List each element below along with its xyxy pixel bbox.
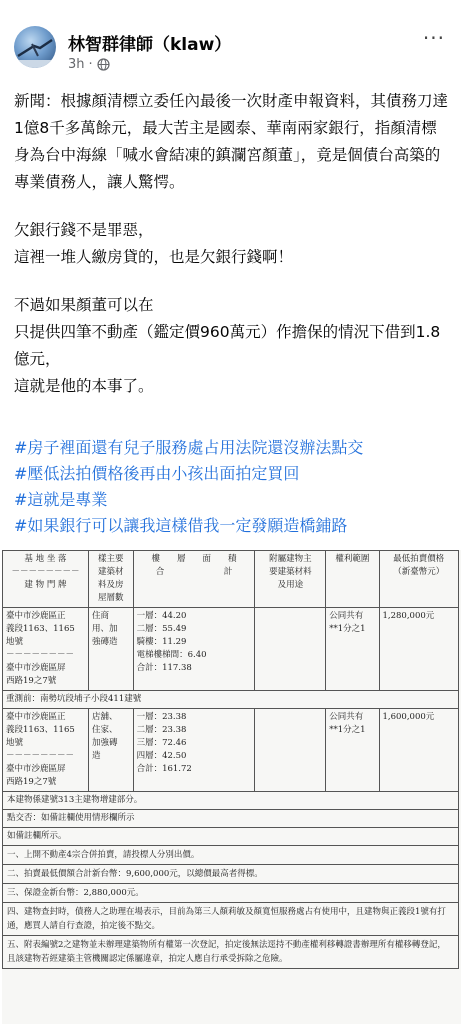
separator-dot: · <box>88 57 93 72</box>
hashtag-list <box>14 435 454 539</box>
cell-floor-area: 一層：44.20 二層：55.49 騎樓：11.29 電梯樓梯間：6.40 合計：117.38 <box>133 608 255 691</box>
col-header-material: 樣主要 建築材 料及房 屋層數 <box>88 551 133 608</box>
col-header-location: 基 地 坐 落 －－－－－－－－ 建 物 門 牌 <box>3 551 89 608</box>
cell-floor-area: 一層：23.38 二層：23.38 三層：72.46 四層：42.50 合計：161.72 <box>133 709 255 792</box>
cell-material: 住商 用、加 強磚造 <box>88 608 133 691</box>
col-header-attached: 附屬建物主 要建築材料 及用途 <box>255 551 326 608</box>
avatar[interactable] <box>14 26 56 68</box>
auction-condition: 四、建物查封時，債務人之助理在場表示，目前為第三人顏莉敏及顏寬恒服務處占有使用中，且建物與正義段1號有打通，應買人請自行查證，拍定後不點交。 <box>2 903 459 936</box>
cell-rights: 公同共有 **1分之1 <box>326 709 379 792</box>
col-header-min-price: 最低拍賣價格 （新臺幣元） <box>379 551 459 608</box>
post-body <box>14 88 452 421</box>
cell-min-price: 1,600,000元 <box>379 709 459 792</box>
post-time[interactable]: 3h <box>68 57 85 72</box>
table-row <box>3 608 459 691</box>
cell-location: 臺中市沙鹿區正 義段1163、1165 地號 －－－－－－－－ 臺中市沙鹿區屏 西路19之7號 <box>3 709 89 792</box>
post-paragraph-news: 新聞：根據顏清標立委任內最後一次財產申報資料，其債務刀達1億8千多萬餘元，最大苦主是國泰、華南兩家銀行，指顏清標身為台中海線「喊水會結凍的鎮瀾宮顏董」，竟是個債台高築的專業債務人，讓人驚愕。 <box>14 92 449 191</box>
post-paragraph-debt: 欠銀行錢不是罪惡， 這裡一堆人繳房貸的，也是欠銀行錢啊！ <box>14 221 294 266</box>
table-row <box>3 709 459 792</box>
document-note: 點交否：如備註欄使用情形欄所示 <box>2 810 459 828</box>
col-header-floor-area: 樓 層 面 積 合 計 <box>133 551 255 608</box>
row-note: 重測前：南勢坑段埔子小段411建號 <box>3 691 459 709</box>
auction-condition: 一、上開不動產4宗合併拍賣，請投標人分別出價。 <box>2 846 459 865</box>
auction-condition: 三、保證金新台幣：2,880,000元。 <box>2 884 459 903</box>
hashtag-link[interactable]: #如果銀行可以讓我這樣借我一定發願造橋鋪路 <box>14 516 348 535</box>
cell-location: 臺中市沙鹿區正 義段1163、1165 地號 －－－－－－－－ 臺中市沙鹿區屏 西路19之7號 <box>3 608 89 691</box>
attached-document-image[interactable] <box>2 550 461 1024</box>
cell-attached <box>255 709 326 792</box>
hashtag-link[interactable]: #這就是專業 <box>14 490 108 509</box>
property-table <box>2 550 459 792</box>
cell-material: 店舖、 住家、 加強磚 造 <box>88 709 133 792</box>
col-header-rights: 權利範圍 <box>326 551 379 608</box>
cell-attached <box>255 608 326 691</box>
post-meta <box>68 57 110 72</box>
hashtag-link[interactable]: #壓低法拍價格後再由小孩出面拍定買回 <box>14 464 300 483</box>
document-note: 如備註欄所示。 <box>2 828 459 846</box>
hashtag-link[interactable]: #房子裡面還有兒子服務處占用法院還沒辦法點交 <box>14 438 364 457</box>
auction-condition: 五、附表編號2之建物並未辦理建築物所有權第一次登記，拍定後無法逕持不動產權利移轉證書辦理所有權移轉登記，且該建物若經建築主管機關認定係屬違章，拍定人應自行承受拆除之危險。 <box>2 936 459 969</box>
post-paragraph-skill: 不過如果顏董可以在 只提供四筆不動產（鑑定價960萬元）作擔保的情況下借到1.8億元， 這就是他的本事了。 <box>14 296 441 395</box>
avatar-image <box>14 26 56 68</box>
author-name[interactable]: 林智群律師（klaw） <box>68 35 232 55</box>
more-options-icon[interactable]: ··· <box>422 26 445 50</box>
post-header <box>0 0 463 80</box>
document-note: 本建物係建號313主建物增建部分。 <box>2 792 459 810</box>
cell-min-price: 1,280,000元 <box>379 608 459 691</box>
table-header-row <box>3 551 459 608</box>
globe-icon <box>97 58 110 71</box>
cell-rights: 公同共有 **1分之1 <box>326 608 379 691</box>
table-note-row <box>3 691 459 709</box>
auction-condition: 二、拍賣最低價額合計新台幣：9,600,000元，以總價最高者得標。 <box>2 865 459 884</box>
